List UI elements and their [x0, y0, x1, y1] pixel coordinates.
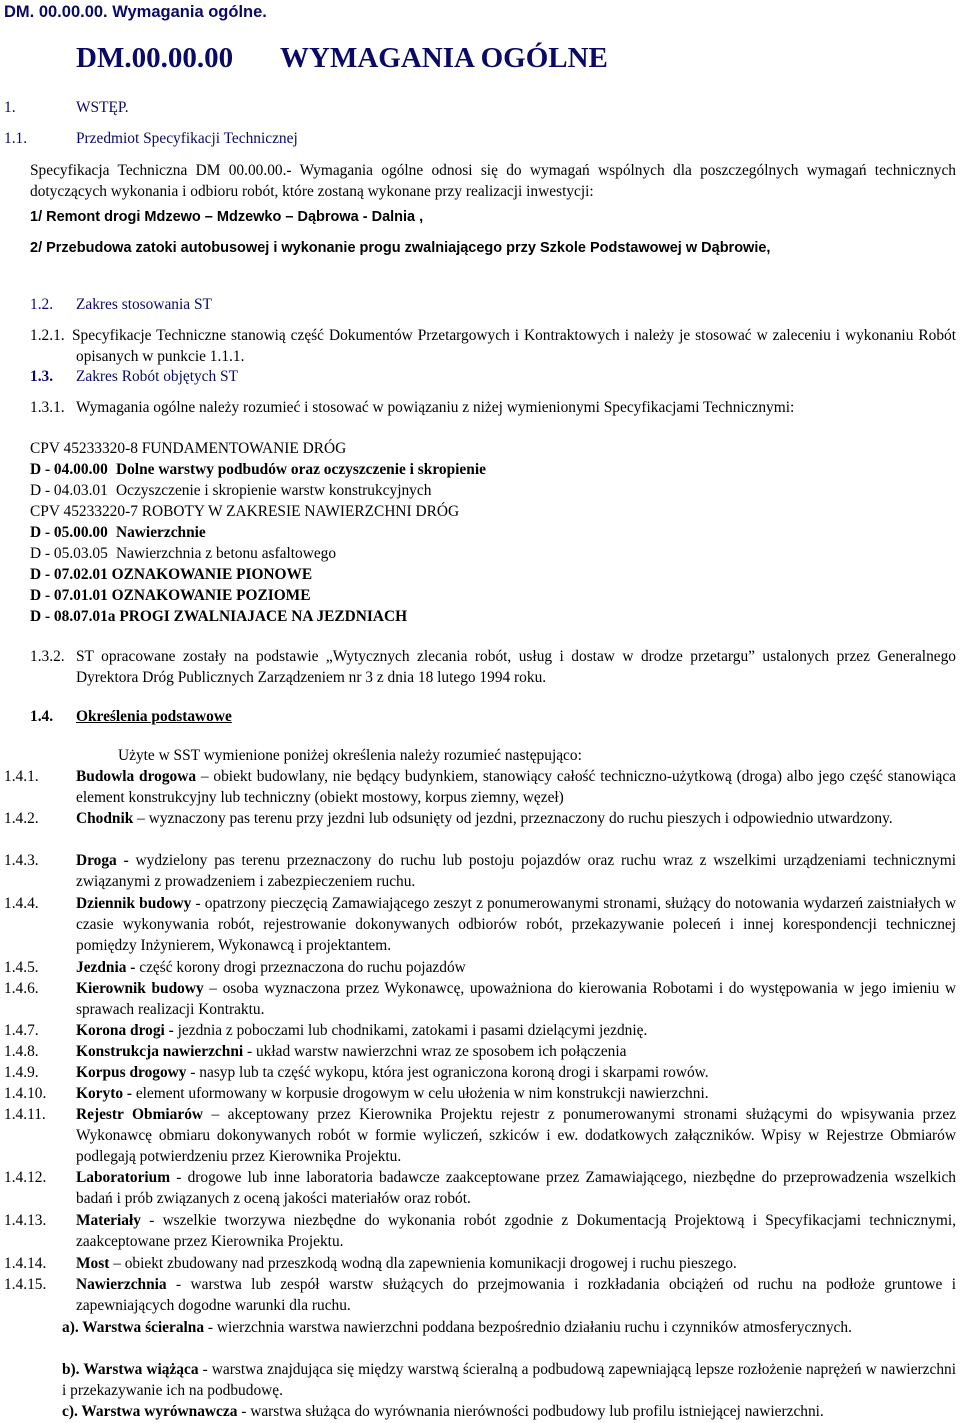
def-text: – osoba wyznaczona przez Wykonawcę, upoważniona do kierowania Robotami i do występowania w jego imieniu w sprawach realizacji Kontraktu. — [76, 980, 956, 1018]
sub-item-a — [62, 1317, 956, 1338]
def-item — [76, 1104, 956, 1167]
def-item — [76, 1083, 956, 1104]
spec-code: D - 04.00.00 — [30, 461, 108, 478]
document-title — [76, 42, 608, 74]
def-text: - nasyp lub ta część wykopu, która jest ograniczona koroną drogi i skarpami rowów. — [186, 1064, 709, 1081]
section-1-4-title: Określenia podstawowe — [76, 708, 232, 725]
section-1-1-number: 1.1. — [4, 130, 28, 147]
def-number: 1.4.6. — [4, 980, 39, 997]
title-code: DM.00.00.00 — [76, 42, 234, 74]
spec-code: D - 05.00.00 — [30, 524, 108, 541]
def-term: Kierownik budowy — [76, 980, 204, 997]
def-item — [76, 1062, 956, 1083]
sub-item-b — [62, 1359, 956, 1401]
def-item — [76, 978, 956, 1020]
spec-name: Nawierzchnia z betonu asfaltowego — [116, 545, 337, 562]
def-number: 1.4.11. — [4, 1106, 46, 1123]
section-1-2-1-text: Specyfikacje Techniczne stanowią część Dokumentów Przetargowych i Kontraktowych i należy je stosować w zaleceniu i wykonaniu Robót opisanych w punkcie 1.1.1. — [72, 327, 956, 365]
def-number: 1.4.12. — [4, 1169, 47, 1186]
spec-item — [30, 501, 486, 522]
spec-code: CPV 45233320-8 FUNDAMENTOWANIE DRÓG — [30, 440, 347, 457]
section-1-3-2-number: 1.3.2. — [30, 648, 65, 665]
def-term: Nawierzchnia — [76, 1276, 167, 1293]
def-text: - warstwa lub zespół warstw służących do przejmowania i rozkładania obciążeń od ruchu na podłoże gruntowe i zapewniających dogodne warunki dla ruchu. — [76, 1276, 956, 1314]
def-item — [76, 1210, 956, 1252]
spec-code: D - 05.03.05 — [30, 545, 108, 562]
def-number: 1.4.2. — [4, 810, 39, 827]
spec-code: D - 07.02.01 OZNAKOWANIE PIONOWE — [30, 566, 313, 583]
section-1-number: 1. — [4, 99, 16, 116]
spec-item — [30, 438, 486, 459]
spec-item — [30, 564, 486, 585]
def-number: 1.4.4. — [4, 895, 39, 912]
section-1-3-2-text: ST opracowane zostały na podstawie „Wytycznych zlecania robót, usług i dostaw w drodze przetargu” ustalonych przez Generalnego Dyrektora Dróg Publicznych Zarządzeniem nr 3 z dnia 18 lutego 1994 roku. — [76, 648, 956, 686]
spec-code: D - 07.01.01 OZNAKOWANIE POZIOME — [30, 587, 311, 604]
section-1-title: WSTĘP. — [76, 99, 129, 116]
def-item — [76, 766, 956, 808]
def-text: - opatrzony pieczęcią Zamawiającego zeszyt z ponumerowanymi stronami, służący do notowania wydarzeń zaistniałych w czasie wykonywania robót, rejestrowanie dokonywanych odbiorów robót, przekazywanie poleceń i innej korespondencji technicznej pomiędzy Inżynierem, Wykonawcą i projektantem. — [76, 895, 956, 954]
def-number: 1.4.13. — [4, 1212, 47, 1229]
def-text: wydzielony pas terenu przeznaczony do ruchu lub postoju pojazdów oraz ruchu wraz z wszelkimi urządzeniami technicznymi związanymi z prowadzeniem i zabezpieczeniem ruchu. — [76, 852, 956, 890]
def-number: 1.4.14. — [4, 1255, 47, 1272]
def-number: 1.4.9. — [4, 1064, 39, 1081]
sub-item-text: - warstwa znajdująca się między warstwą ścieralną a podbudową zapewniającą lepsze rozłożenie naprężeń w nawierzchni i przekazywanie ich na podbudowę. — [62, 1361, 956, 1399]
spec-code: D - 04.03.01 — [30, 482, 108, 499]
section-1-2-title: Zakres stosowania ST — [76, 296, 212, 313]
section-1-4-number: 1.4. — [30, 708, 54, 725]
spec-item — [30, 543, 486, 564]
def-number: 1.4.15. — [4, 1276, 47, 1293]
def-item — [76, 1253, 956, 1274]
def-term: Jezdnia - — [76, 959, 136, 976]
def-text: - drogowe lub inne laboratoria badawcze zaakceptowane przez Zamawiającego, niezbędne do przeprowadzenia wszelkich badań i prób związanych z oceną jakości materiałów oraz robót. — [76, 1169, 956, 1207]
sub-item-text: - wierzchnia warstwa nawierzchni poddana bezpośrednio działaniu ruchu i czynników atmosferycznych. — [204, 1319, 852, 1336]
spec-item — [30, 606, 486, 627]
def-number: 1.4.1. — [4, 768, 39, 785]
def-term: Korona drogi - — [76, 1022, 174, 1039]
def-term: Konstrukcja nawierzchni — [76, 1043, 244, 1060]
def-text: - układ warstw nawierzchni wraz ze sposobem ich połączenia — [243, 1043, 627, 1060]
def-term: Korpus drogowy — [76, 1064, 187, 1081]
def-term: Dziennik budowy — [76, 895, 192, 912]
def-term: Budowla drogowa — [76, 768, 197, 785]
def-item — [76, 1020, 956, 1041]
spec-item — [30, 585, 486, 606]
def-term: Materiały — [76, 1212, 141, 1229]
spec-item — [30, 459, 486, 480]
spec-code: D - 08.07.01a PROGI ZWALNIAJACE NA JEZDNIACH — [30, 608, 408, 625]
def-term: Laboratorium — [76, 1169, 171, 1186]
section-1-2-1-number: 1.2.1. — [30, 327, 65, 344]
sub-item-text: - warstwa służąca do wyrównania nierówności podbudowy lub profilu istniejącej nawierzchni. — [237, 1403, 824, 1420]
def-item — [76, 1167, 956, 1209]
def-term: Droga - — [76, 852, 129, 869]
spec-item — [30, 480, 486, 501]
def-text: element uformowany w korpusie drogowym w celu ułożenia w nim konstrukcji nawierzchni. — [132, 1085, 709, 1102]
sub-item-label: a). Warstwa ścieralna — [62, 1319, 205, 1336]
section-1-3-1-number: 1.3.1. — [30, 399, 65, 416]
def-text: część korony drogi przeznaczona do ruchu pojazdów — [135, 959, 466, 976]
def-item — [76, 957, 956, 978]
investment-1: 1/ Remont drogi Mdzewo – Mdzewko – Dąbrowa - Dalnia , — [30, 209, 424, 225]
def-text: – obiekt zbudowany nad przeszkodą wodną dla zapewnienia komunikacji drogowej i ruchu pieszego. — [109, 1255, 737, 1272]
def-item — [76, 1274, 956, 1316]
spec-code: CPV 45233220-7 ROBOTY W ZAKRESIE NAWIERZCHNI DRÓG — [30, 503, 460, 520]
sub-item-label: c). Warstwa wyrównawcza — [62, 1403, 238, 1420]
running-header: DM. 00.00.00. Wymagania ogólne. — [4, 3, 267, 21]
def-number: 1.4.8. — [4, 1043, 39, 1060]
def-item — [76, 850, 956, 892]
def-item — [76, 1041, 956, 1062]
def-text: – obiekt budowlany, nie będący budynkiem, stanowiący całość techniczno-użytkową (droga) albo jego część stanowiąca element konstrukcyjny lub techniczny (obiekt mostowy, korpus ziemny, węzeł) — [76, 768, 956, 806]
def-term: Koryto - — [76, 1085, 132, 1102]
section-1-3-number: 1.3. — [30, 368, 54, 385]
def-item — [76, 808, 956, 829]
sub-item-label: b). Warstwa wiążąca — [62, 1361, 199, 1378]
def-term: Rejestr Obmiarów — [76, 1106, 204, 1123]
def-text: - wszelkie tworzywa niezbędne do wykonania robót zgodnie z Dokumentacją Projektową i Specyfikacjami technicznymi, zaakceptowane przez Kierownika Projektu. — [76, 1212, 956, 1250]
spec-item — [30, 522, 486, 543]
investment-2: 2/ Przebudowa zatoki autobusowej i wykonanie progu zwalniającego przy Szkole Podstawowej w Dąbrowie, — [30, 240, 771, 256]
section-1-4-intro: Użyte w SST wymienione poniżej określenia należy rozumieć następująco: — [118, 747, 582, 764]
def-number: 1.4.7. — [4, 1022, 39, 1039]
def-text: jezdnia z poboczami lub chodnikami, zatokami i pasami dzielącymi jezdnię. — [173, 1022, 648, 1039]
spec-name: Dolne warstwy podbudów oraz oczyszczenie i skropienie — [116, 461, 486, 478]
def-number: 1.4.5. — [4, 959, 39, 976]
spec-name: Nawierzchnie — [116, 524, 206, 541]
spec-name: Oczyszczenie i skropienie warstw konstrukcyjnych — [116, 482, 432, 499]
def-item — [76, 893, 956, 956]
section-1-3-title: Zakres Robót objętych ST — [76, 368, 238, 385]
section-1-1-paragraph: Specyfikacja Techniczna DM 00.00.00.- Wymagania ogólne odnosi się do wymagań wspólnych dla poszczególnych wymagań technicznych dotyczących wykonania i odbioru robót, które zostaną wykonane przy realizacji inwestycji: — [30, 162, 956, 200]
title-text: WYMAGANIA OGÓLNE — [280, 42, 608, 74]
def-number: 1.4.10. — [4, 1085, 47, 1102]
def-term: Chodnik — [76, 810, 134, 827]
section-1-1-title: Przedmiot Specyfikacji Technicznej — [76, 130, 298, 147]
def-text: – wyznaczony pas terenu przy jezdni lub odsunięty od jezdni, przeznaczony do ruchu pieszych i odpowiednio utwardzony. — [133, 810, 893, 827]
def-text: – akceptowany przez Kierownika Projektu rejestr z ponumerowanymi stronami służącymi do wpisywania przez Wykonawcę obmiaru dokonywanych robót w formie wyliczeń, szkiców i ew. dodatkowych załączników. Wpisy w Rejestrze Obmiarów podlegają potwierdzeniu przez Kierownika Projektu. — [76, 1106, 956, 1165]
section-1-3-1-text: Wymagania ogólne należy rozumieć i stosować w powiązaniu z niżej wymienionymi Specyfikacjami Technicznymi: — [76, 399, 795, 416]
def-number: 1.4.3. — [4, 852, 39, 869]
sub-item-c — [62, 1401, 956, 1422]
section-1-2-number: 1.2. — [30, 296, 54, 313]
def-term: Most — [76, 1255, 110, 1272]
spec-list — [30, 438, 486, 627]
